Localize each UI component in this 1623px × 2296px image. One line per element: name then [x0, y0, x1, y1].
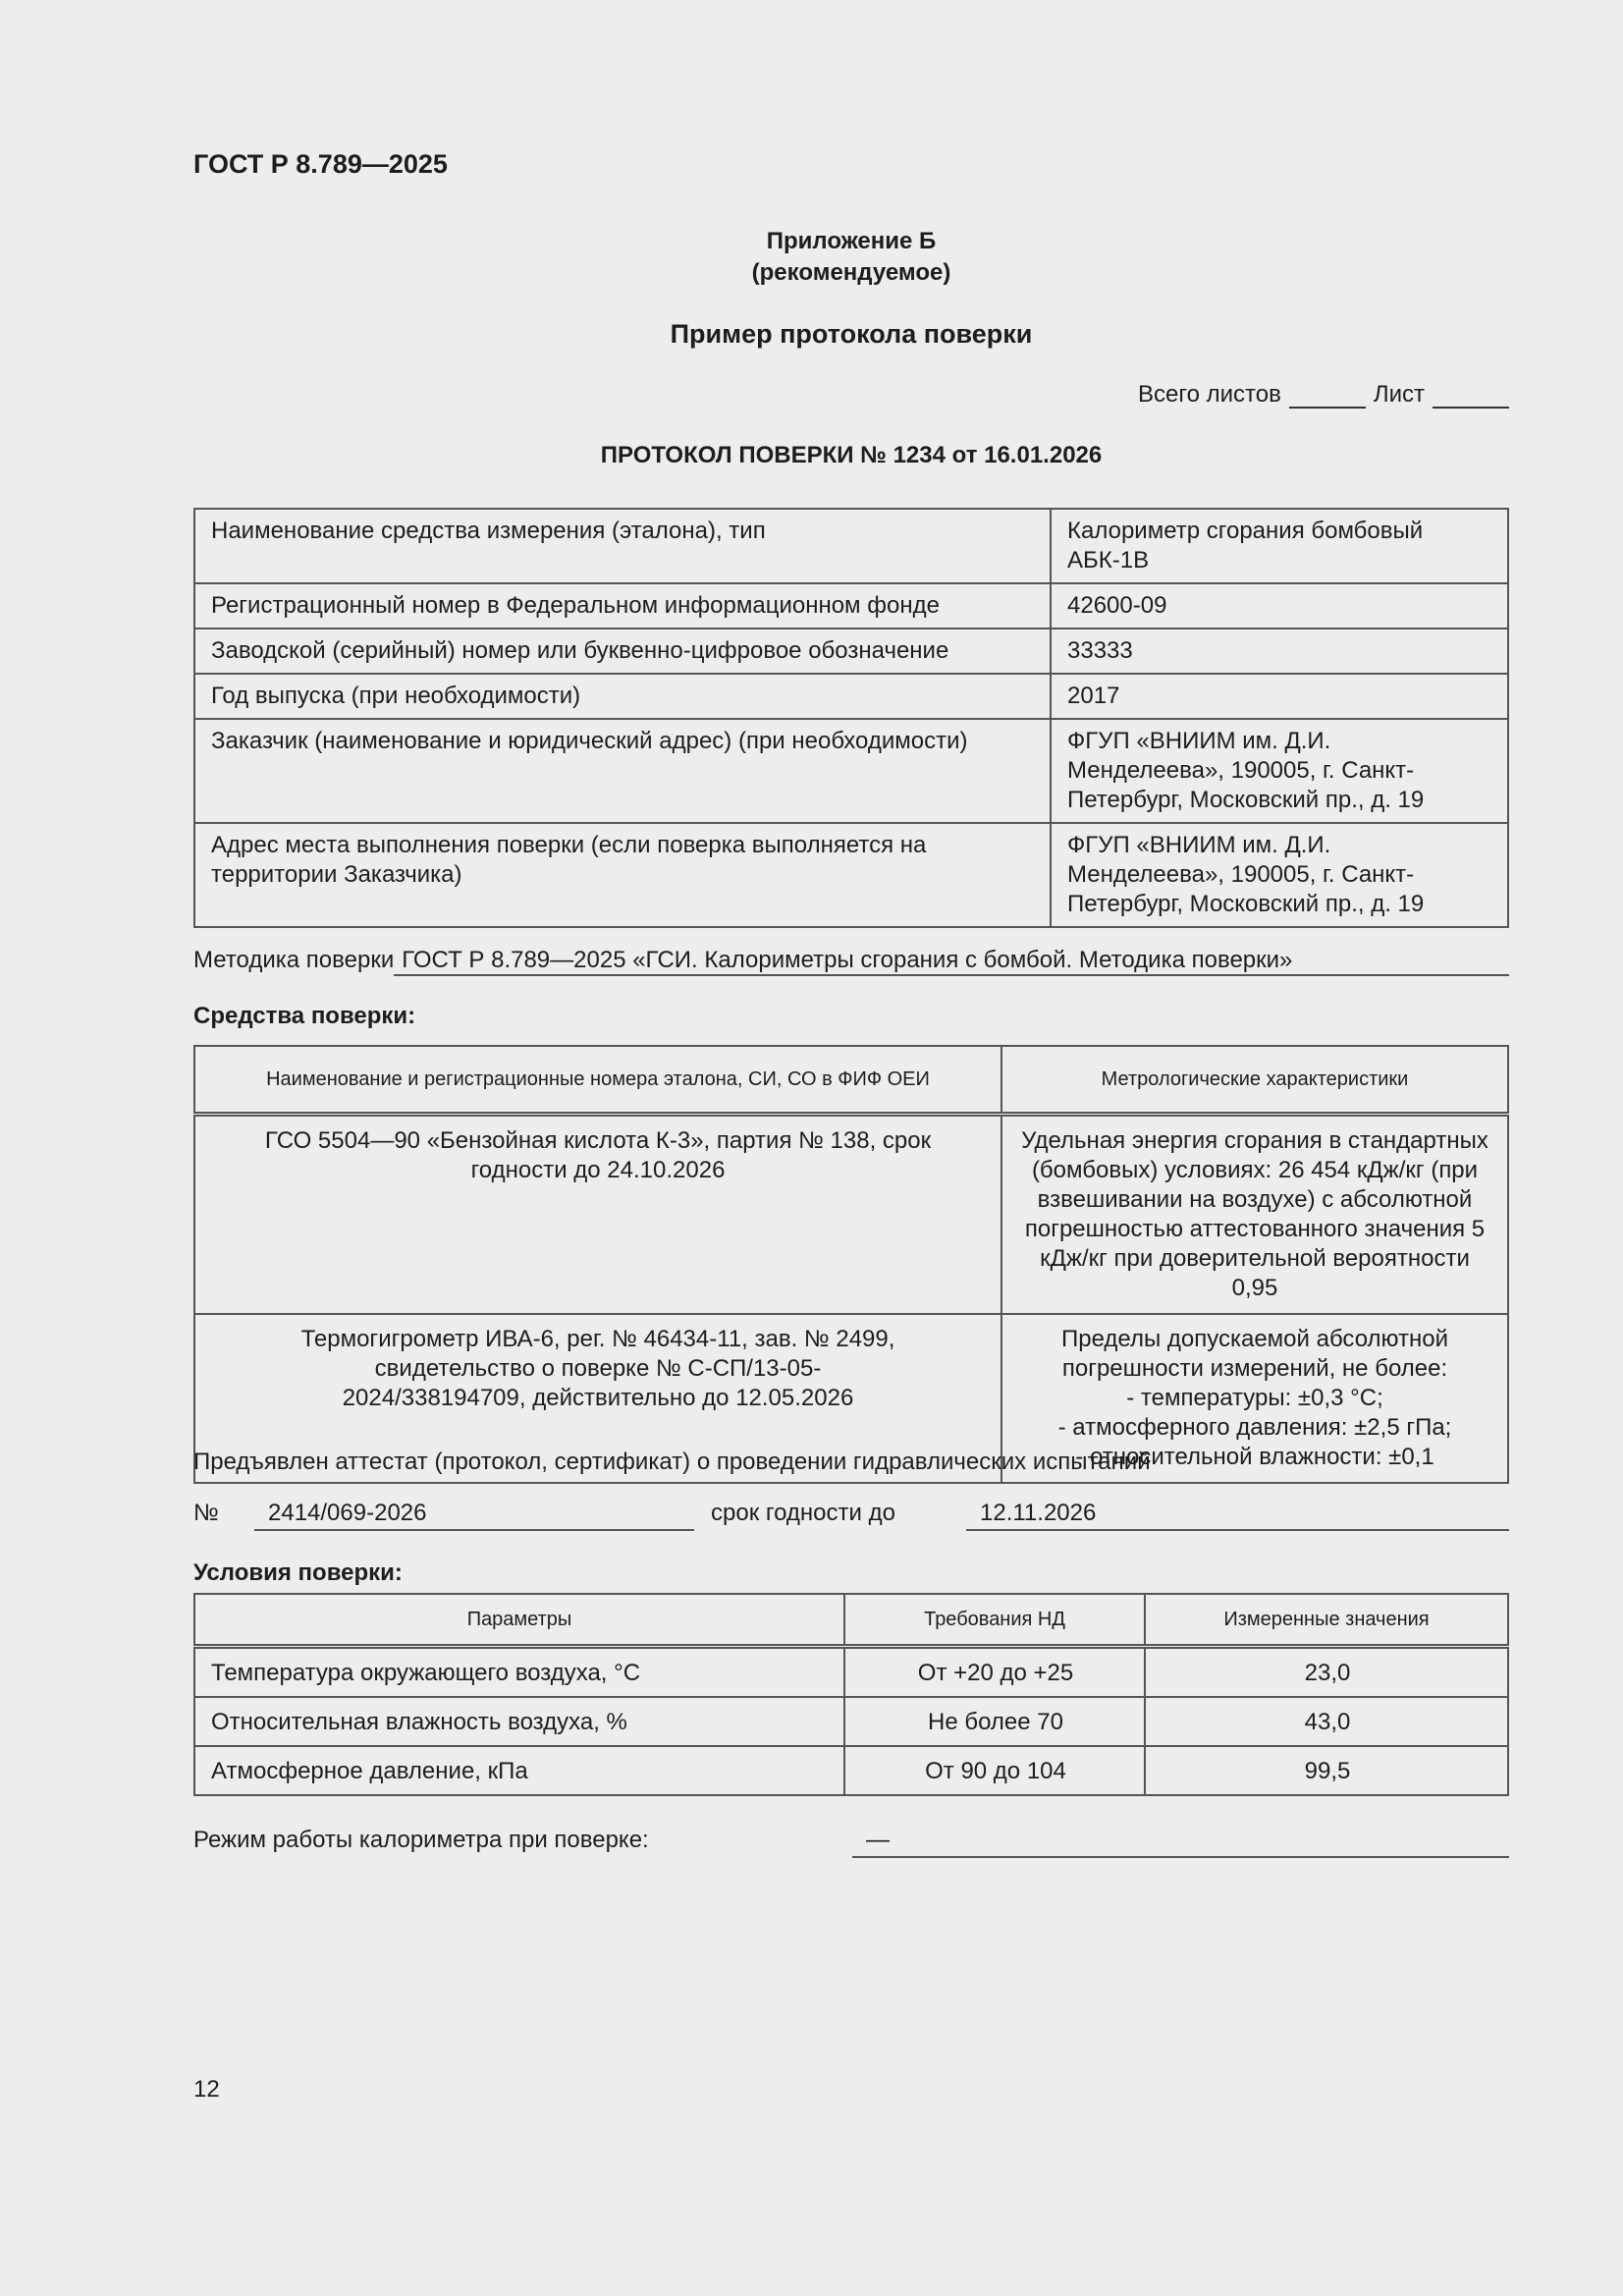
operating-mode-value: — — [852, 1827, 1509, 1858]
means-characteristics: Удельная энергия сгорания в стандартных (бомбовых) условиях: 26 454 кДж/кг (при взвешивании на воздухе) с абсолютной погрешностью аттестованного значения 5 кДж/кг при доверительной вероятности 0,95 — [1001, 1115, 1508, 1315]
table-header — [194, 1594, 1508, 1647]
number-label: № — [193, 1500, 219, 1526]
condition-requirement: От +20 до +25 — [844, 1647, 1145, 1698]
row-value: 42600-09 — [1051, 583, 1508, 629]
means-name: ГСО 5504—90 «Бензойная кислота К-3», партия № 138, срок годности до 24.10.2026 — [194, 1115, 1001, 1315]
characteristics-intro: Пределы допускаемой абсолютной погрешности измерений, не более: — [1060, 1326, 1448, 1382]
table-row — [194, 719, 1508, 823]
row-label: Заводской (серийный) номер или буквенно-цифровое обозначение — [194, 629, 1051, 674]
row-label: Год выпуска (при необходимости) — [194, 674, 1051, 719]
table-row — [194, 629, 1508, 674]
total-sheets-blank — [1289, 381, 1366, 409]
table-row — [194, 1697, 1508, 1746]
standard-designation: ГОСТ Р 8.789—2025 — [193, 149, 448, 179]
annex-heading: Пример протокола поверки — [670, 319, 1033, 349]
total-sheets-label: Всего листов — [1138, 381, 1281, 408]
row-label: Регистрационный номер в Федеральном информационном фонде — [194, 583, 1051, 629]
instrument-info-table — [193, 508, 1509, 928]
validity-label: срок годности до — [711, 1500, 895, 1526]
column-header: Измеренные значения — [1145, 1594, 1508, 1647]
column-header: Параметры — [194, 1594, 844, 1647]
table-row — [194, 1115, 1508, 1315]
condition-measured: 99,5 — [1145, 1746, 1508, 1795]
column-header: Требования НД — [844, 1594, 1145, 1647]
row-label: Наименование средства измерения (эталона), тип — [194, 509, 1051, 583]
verification-method — [193, 947, 1509, 976]
row-value: ФГУП «ВНИИМ им. Д.И. Менделеева», 190005, г. Санкт-Петербург, Московский пр., д. 19 — [1051, 823, 1508, 927]
conditions-heading: Условия поверки: — [193, 1559, 403, 1586]
row-value: ФГУП «ВНИИМ им. Д.И. Менделеева», 190005, г. Санкт-Петербург, Московский пр., д. 19 — [1051, 719, 1508, 823]
table-row — [194, 583, 1508, 629]
row-label: Заказчик (наименование и юридический адрес) (при необходимости) — [194, 719, 1051, 823]
row-value: Калориметр сгорания бомбовый АБК-1В — [1051, 509, 1508, 583]
verification-means-table — [193, 1045, 1509, 1484]
condition-param: Температура окружающего воздуха, °С — [194, 1647, 844, 1698]
sheets-line — [1138, 381, 1509, 409]
table-header — [194, 1046, 1508, 1115]
condition-requirement: Не более 70 — [844, 1697, 1145, 1746]
table-row — [194, 674, 1508, 719]
annex-title — [193, 226, 1509, 289]
condition-param: Атмосферное давление, кПа — [194, 1746, 844, 1795]
row-value: 2017 — [1051, 674, 1508, 719]
column-header: Наименование и регистрационные номера эталона, СИ, СО в ФИФ ОЕИ — [194, 1046, 1001, 1115]
method-label: Методика поверки — [193, 947, 395, 973]
means-heading: Средства поверки: — [193, 1003, 416, 1029]
condition-requirement: От 90 до 104 — [844, 1746, 1145, 1795]
operating-mode-label: Режим работы калориметра при поверке: — [193, 1827, 649, 1853]
validity-date: 12.11.2026 — [966, 1500, 1509, 1531]
protocol-title: ПРОТОКОЛ ПОВЕРКИ № 1234 от 16.01.2026 — [600, 442, 1103, 468]
condition-param: Относительная влажность воздуха, % — [194, 1697, 844, 1746]
row-label: Адрес места выполнения поверки (если поверка выполняется на территории Заказчика) — [194, 823, 1051, 927]
table-row — [194, 509, 1508, 583]
conditions-table — [193, 1593, 1509, 1796]
table-row — [194, 823, 1508, 927]
sheet-blank — [1433, 381, 1509, 409]
condition-measured: 23,0 — [1145, 1647, 1508, 1698]
sheet-label: Лист — [1373, 381, 1425, 408]
means-name: Термогигрометр ИВА-6, рег. № 46434-11, зав. № 2499, свидетельство о поверке № С-СП/13-05-2024/338194709, действительно до 12.05.2026 — [194, 1314, 1001, 1483]
annex-status: (рекомендуемое) — [751, 259, 951, 286]
table-row — [194, 1647, 1508, 1698]
characteristics-item: - относительной влажности: ±0,1 — [1075, 1444, 1434, 1470]
attestation-number: 2414/069-2026 — [254, 1500, 694, 1531]
annex-label: Приложение Б — [766, 228, 937, 254]
row-value: 33333 — [1051, 629, 1508, 674]
characteristics-item: - атмосферного давления: ±2,5 гПа; — [1057, 1414, 1452, 1441]
column-header: Метрологические характеристики — [1001, 1046, 1508, 1115]
table-row — [194, 1746, 1508, 1795]
characteristics-item: - температуры: ±0,3 °С; — [1126, 1385, 1383, 1411]
page-number: 12 — [193, 2076, 220, 2103]
method-value: ГОСТ Р 8.789—2025 «ГСИ. Калориметры сгорания с бомбой. Методика поверки» — [394, 947, 1509, 976]
condition-measured: 43,0 — [1145, 1697, 1508, 1746]
attestation-text: Предъявлен аттестат (протокол, сертификат) о проведении гидравлических испытаний — [193, 1449, 1151, 1475]
